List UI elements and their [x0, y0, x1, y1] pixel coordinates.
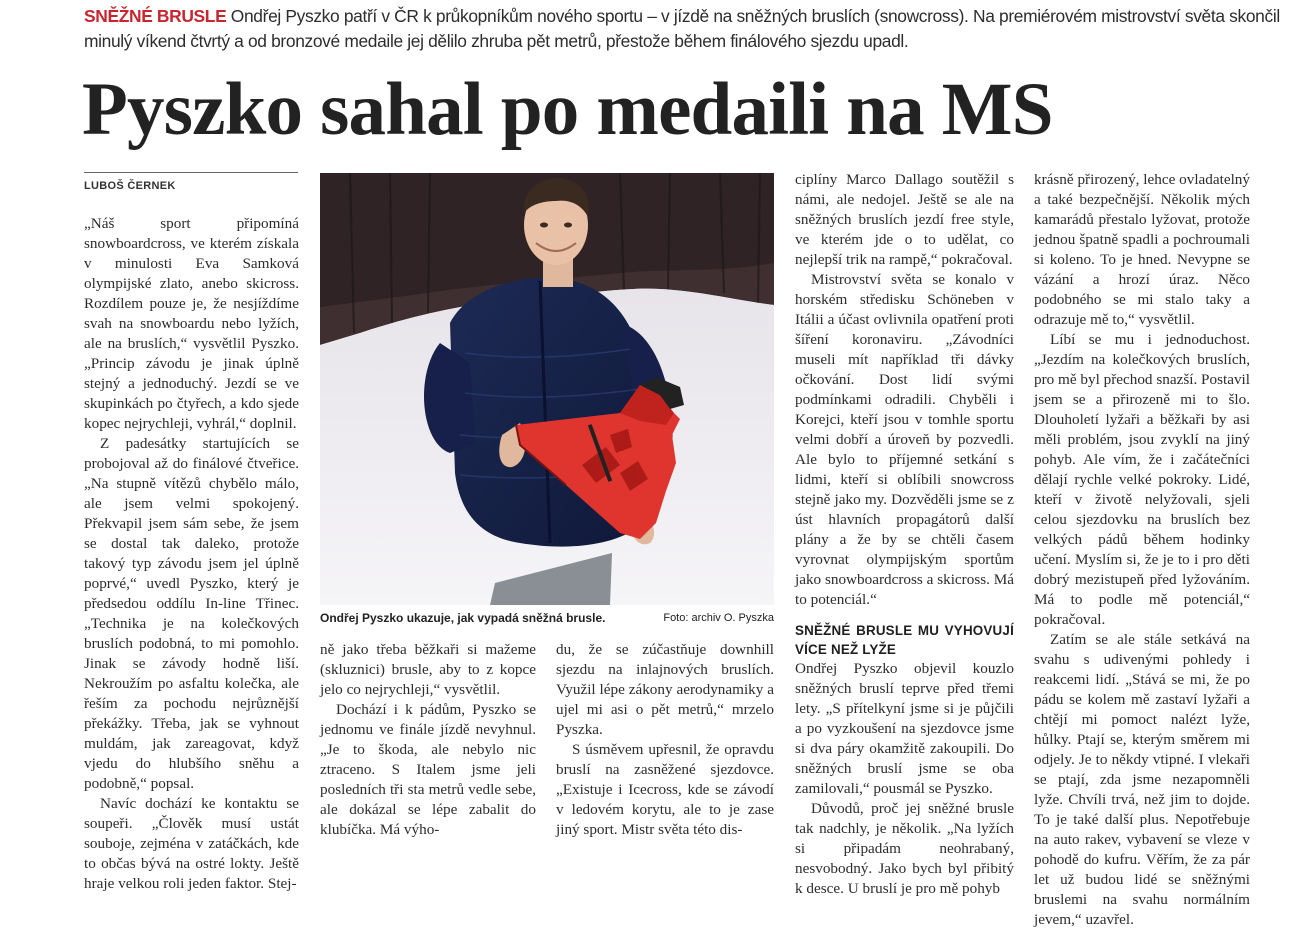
article-photo	[320, 173, 774, 605]
paragraph: ně jako třeba běžkaři si mažeme (skluznici) brusle, aby to z kopce jelo co nejrychleji,“ vysvětlil.	[320, 641, 536, 698]
article-headline: Pyszko sahal po medaili na MS	[82, 68, 1053, 151]
paragraph: Mistrovství světa se konalo v horském středisku Schöneben v Itálii a účast ovlivnila opatření proti šíření koronaviru. „Závodníci museli mít například tři dávky očkování. Dost lidí svými podmínkami odradili. Chyběli i Korejci, kteří jsou v tomhle sportu velmi dobří a úroveň by pozvedli. Ale bylo to příjemné setkání s lidmi, kteří si oblíbili snowcross stejně jako my. Dozvěděli jsme se z úst hlavních propagátorů další plány a že by se chtěli časem vyrovnat olympijským sportům jako snowboardcross a skicross. Má to potenciál.“	[795, 271, 1014, 608]
photo-credit: Foto: archiv O. Pyszka	[663, 612, 774, 624]
paragraph: Líbí se mu i jednoduchost. „Jezdím na kolečkových bruslích, pro mě byl přechod snazší. Postavil jsem se a přirozeně mi to šlo. Dlouholetí lyžaři a běžkaři by asi měli problém, jsou zvyklí na jiný pohyb. Ale vím, že i začátečníci dělají rychle velké pokroky. Lidé, kteří v životě nelyžovali, sjeli celou sjezdovku na bruslích bez velkých pádů během hodinky učení. Myslím si, že je to i pro děti dobrý mezistupeň před lyžováním. Má to podle mě potenciál,“ pokračoval.	[1034, 331, 1250, 628]
section-subheading: SNĚŽNÉ BRUSLE MU VYHOVUJÍ VÍCE NEŽ LYŽE	[795, 623, 1014, 657]
author-rule	[84, 172, 298, 173]
caption-text: Ondřej Pyszko ukazuje, jak vypadá sněžná brusle.	[320, 611, 606, 625]
paragraph: krásně přirozený, lehce ovladatelný a také bezpečnější. Několik mých kamarádů přestalo lyžovat, protože jednou špatně spadli a pochroumali si koleno. To je hned. Nevypne se vázání a hrozí úraz. Něco podobného se mi stalo taky a odrazuje mě to,“ vysvětlil.	[1034, 171, 1250, 328]
paragraph: Důvodů, proč jej sněžné brusle tak nadchly, je několik. „Na lyžích si připadám neohrabaný, nesvobodný. Jako bych byl přibitý k desce. U bruslí je pro mě pohyb	[795, 800, 1014, 897]
paragraph: Zatím se ale stále setkává na svahu s udivenými pohledy i reakcemi lidí. „Stává se mi, že po pádu se kolem mě zastaví lyžaři a chtějí mi pomoct nalézt lyže, hůlky. Ptají se, kterým směrem mi odjely. Je to někdy vtipné. I vlekaři se ptají, zda jsme nezapomněli lyže. Chvíli trvá, než jim to dojde. To je také další plus. Nepotřebuje na auto rakev, vybavení se vleze v pohodě do kufru. Věřím, že za pár let už budou lidé se sněžnými bruslemi na svahu normálním jevem,“ uzavřel.	[1034, 631, 1250, 928]
article-column-4	[795, 170, 1014, 897]
paragraph: Z padesátky startujících se probojoval až do finálové čtveřice. „Na stupně vítězů chybělo málo, ale jsem velmi spokojený. Překvapil jsem sám sebe, že jsem se dostal tak daleko, protože takový typ závodu jsem jel úplně poprvé,“ uvedl Pyszko, který je předsedou oddílu In-line Třinec. „Technika je na kolečkových bruslích podobná, to mi pomohlo. Jinak se závody hodně liší. Nekroužím po asfaltu kolečka, ale řeším za pochodu nejrůznější překážky. Třeba, jak se vyhnout muldám, jak zareagovat, když vjedu do hlubšího sněhu a podobně,“ popsal.	[84, 435, 299, 792]
paragraph: Ondřej Pyszko objevil kouzlo sněžných bruslí teprve před třemi lety. „S přítelkyní jsme si je půjčili a po vyzkoušení na sjezdovce jsme si dva páry okamžitě zakoupili. Do sněžných bruslí jsme se oba zamilovali,“ pousmál se Pyszko.	[795, 660, 1014, 797]
photo-caption	[320, 610, 774, 626]
paragraph: ciplíny Marco Dallago soutěžil s námi, ale nedojel. Ještě se ale na sněžných bruslích jezdí free style, ve kterém jde o to udělat, co nejlepší trik na rampě,“ pokračoval.	[795, 171, 1014, 268]
article-column-3	[556, 640, 774, 838]
paragraph: Dochází i k pádům, Pyszko se jednomu ve finále jízdě nevyhnul. „Je to škoda, ale nebylo nic ztraceno. S Italem jsme jeli posledních tři sta metrů vedle sebe, ale dokázal se lépe zabalit do klubíčka. Má výho-	[320, 701, 536, 838]
author-byline: LUBOŠ ČERNEK	[84, 180, 176, 192]
article-column-5	[1034, 170, 1250, 928]
paragraph: „Náš sport připomíná snowboardcross, ve kterém získala v minulosti Eva Samková olympijské zlato, anebo skicross. Rozdílem pouze je, že nesjíždíme svah na snowboardu nebo lyžích, ale na bruslích,“ vysvětlil Pyszko. „Princip závodu je jinak úplně stejný a jednoduchý. Jezdí se ve skupinkách po čtyřech, a kdo sjede kopec nejrychleji, vyhrál,“ doplnil.	[84, 215, 299, 432]
article-column-1	[84, 214, 299, 892]
paragraph: du, že se zúčastňuje downhill sjezdu na inlajnových bruslích. Využil lépe zákony aerodynamiky a ujel mi asi o pět metrů,“ mrzelo Pyszka.	[556, 641, 774, 738]
lead-paragraph	[84, 4, 1284, 54]
lead-text: Ondřej Pyszko patří v ČR k průkopníkům nového sportu – v jízdě na sněžných bruslích (snowcross). Na premiérovém mistrovství světa skončil minulý víkend čtvrtý a od bronzové medaile jej dělilo zhruba pět metrů, přestože během finálového sjezdu upadl.	[84, 6, 1280, 51]
paragraph: Navíc dochází ke kontaktu se soupeři. „Člověk musí ustát souboje, zejména v zatáčkách, kde to občas bývá na ostré lokty. Ještě hraje velkou roli jeden faktor. Stej-	[84, 795, 299, 892]
lead-kicker: SNĚŽNÉ BRUSLE	[84, 6, 227, 26]
article-column-2	[320, 640, 536, 838]
paragraph: S úsměvem upřesnil, že opravdu bruslí na zasněžené sjezdovce. „Existuje i Icecross, kde se závodí v ledovém korytu, ale to je zase jiný sport. Mistr světa této dis-	[556, 741, 774, 838]
